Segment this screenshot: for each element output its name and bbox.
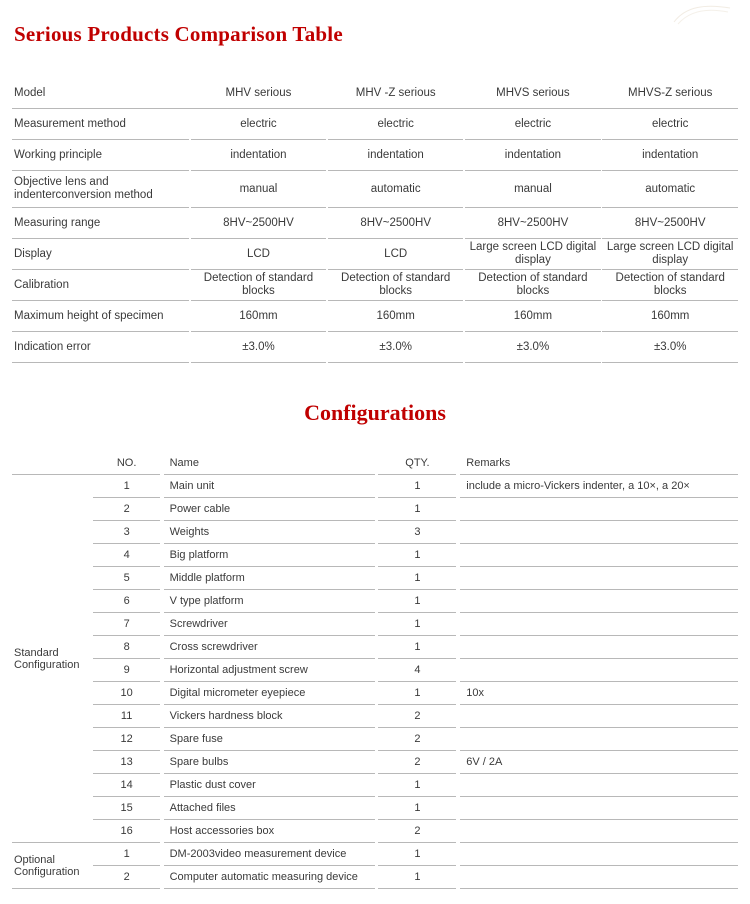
cell-qty: 2 [378,751,456,774]
cell-0-5: Detection of standard blocks [191,270,327,301]
cell-no: 16 [93,820,159,843]
cell-3-4: Large screen LCD digital display [602,239,738,270]
table-row [12,636,738,659]
cell-3-1: indentation [602,140,738,171]
cell-name: Spare bulbs [164,751,375,774]
cell-qty: 1 [378,682,456,705]
table-row [12,521,738,544]
cell-qty: 1 [378,475,456,498]
cell-remarks: 10x [460,682,738,705]
cell-name: Power cable [164,498,375,521]
table-row [12,109,738,140]
cell-name: Spare fuse [164,728,375,751]
table-row [12,332,738,363]
cell-qty: 1 [378,636,456,659]
cell-no: 6 [93,590,159,613]
cell-model-2: MHVS serious [465,78,601,109]
table-row [12,682,738,705]
cell-0-7: ±3.0% [191,332,327,363]
cell-name: Plastic dust cover [164,774,375,797]
cell-remarks [460,659,738,682]
cell-name: Cross screwdriver [164,636,375,659]
table-row [12,866,738,889]
cell-qty: 2 [378,728,456,751]
cell-qty: 1 [378,544,456,567]
cell-0-4: LCD [191,239,327,270]
table-row [12,544,738,567]
page-title-comparison: Serious Products Comparison Table [14,22,343,46]
cell-no: 12 [93,728,159,751]
header-group [12,452,93,475]
table-row [12,171,738,208]
cell-remarks [460,866,738,889]
table-row [12,728,738,751]
group-label-standard: Standard Configuration [12,475,93,843]
cell-qty: 2 [378,705,456,728]
cell-no: 4 [93,544,159,567]
table-row [12,613,738,636]
cell-remarks [460,774,738,797]
cell-3-2: automatic [602,171,738,208]
table-row [12,140,738,171]
cell-remarks [460,544,738,567]
cell-model-1: MHV -Z serious [328,78,464,109]
cell-1-5: Detection of standard blocks [328,270,464,301]
cell-1-6: 160mm [328,301,464,332]
cell-remarks [460,567,738,590]
row-label: Working principle [12,140,189,171]
page-title-configurations: Configurations [304,400,446,425]
cell-name: Vickers hardness block [164,705,375,728]
cell-qty: 1 [378,590,456,613]
table-row [12,820,738,843]
table-header-row [12,452,738,475]
cell-name: Weights [164,521,375,544]
cell-qty: 3 [378,521,456,544]
cell-1-2: automatic [328,171,464,208]
table-row [12,498,738,521]
cell-2-3: 8HV~2500HV [465,208,601,239]
cell-no: 10 [93,682,159,705]
cell-name: V type platform [164,590,375,613]
cell-2-6: 160mm [465,301,601,332]
cell-model-3: MHVS-Z serious [602,78,738,109]
table-row [12,774,738,797]
header-remarks: Remarks [460,452,738,475]
cell-name: Host accessories box [164,820,375,843]
cell-model-0: MHV serious [191,78,327,109]
cell-2-7: ±3.0% [465,332,601,363]
cell-0-2: manual [191,171,327,208]
cell-remarks: include a micro-Vickers indenter, a 10×, a 20× [460,475,738,498]
cell-1-4: LCD [328,239,464,270]
cell-name: Attached files [164,797,375,820]
cell-remarks [460,820,738,843]
cell-1-3: 8HV~2500HV [328,208,464,239]
row-label: Measuring range [12,208,189,239]
cell-no: 11 [93,705,159,728]
cell-0-6: 160mm [191,301,327,332]
cell-0-1: indentation [191,140,327,171]
cell-3-6: 160mm [602,301,738,332]
cell-0-3: 8HV~2500HV [191,208,327,239]
row-label: Measurement method [12,109,189,140]
cell-1-0: electric [328,109,464,140]
cell-remarks [460,728,738,751]
cell-remarks [460,636,738,659]
cell-3-5: Detection of standard blocks [602,270,738,301]
cell-no: 3 [93,521,159,544]
row-label: Maximum height of specimen [12,301,189,332]
cell-name: Big platform [164,544,375,567]
cell-remarks [460,521,738,544]
cell-qty: 2 [378,820,456,843]
table-row [12,590,738,613]
row-label: Objective lens and indenterconversion method [12,171,189,208]
cell-remarks [460,843,738,866]
cell-2-0: electric [465,109,601,140]
cell-no: 14 [93,774,159,797]
cell-qty: 4 [378,659,456,682]
cell-1-7: ±3.0% [328,332,464,363]
cell-name: Horizontal adjustment screw [164,659,375,682]
cell-2-2: manual [465,171,601,208]
row-label: Display [12,239,189,270]
cell-qty: 1 [378,498,456,521]
cell-name: DM-2003video measurement device [164,843,375,866]
table-row [12,797,738,820]
cell-qty: 1 [378,797,456,820]
cell-0-0: electric [191,109,327,140]
header-no: NO. [93,452,159,475]
cell-2-1: indentation [465,140,601,171]
cell-qty: 1 [378,843,456,866]
table-row [12,270,738,301]
cell-remarks: 6V / 2A [460,751,738,774]
table-row [12,659,738,682]
cell-remarks [460,705,738,728]
cell-qty: 1 [378,774,456,797]
cell-no: 15 [93,797,159,820]
cell-no: 1 [93,475,159,498]
cell-3-7: ±3.0% [602,332,738,363]
cell-no: 2 [93,498,159,521]
cell-no: 2 [93,866,159,889]
cell-no: 1 [93,843,159,866]
cell-qty: 1 [378,567,456,590]
cell-no: 9 [93,659,159,682]
cell-2-4: Large screen LCD digital display [465,239,601,270]
comparison-table [12,78,738,363]
table-row [12,239,738,270]
cell-3-3: 8HV~2500HV [602,208,738,239]
cell-qty: 1 [378,613,456,636]
table-row [12,78,738,109]
cell-name: Main unit [164,475,375,498]
cell-1-1: indentation [328,140,464,171]
cell-remarks [460,590,738,613]
table-row [12,475,738,498]
cell-no: 13 [93,751,159,774]
table-row [12,751,738,774]
cell-remarks [460,613,738,636]
table-row [12,301,738,332]
table-row [12,208,738,239]
table-row [12,567,738,590]
cell-remarks [460,797,738,820]
group-label-optional: Optional Configuration [12,843,93,889]
row-label: Calibration [12,270,189,301]
row-label: Indication error [12,332,189,363]
decorative-corner-mark [672,2,732,26]
cell-qty: 1 [378,866,456,889]
cell-remarks [460,498,738,521]
cell-2-5: Detection of standard blocks [465,270,601,301]
table-row [12,705,738,728]
cell-no: 8 [93,636,159,659]
cell-3-0: electric [602,109,738,140]
cell-name: Screwdriver [164,613,375,636]
cell-no: 7 [93,613,159,636]
row-label: Model [12,78,189,109]
configurations-table [12,452,738,889]
header-qty: QTY. [378,452,456,475]
cell-no: 5 [93,567,159,590]
cell-name: Digital micrometer eyepiece [164,682,375,705]
header-name: Name [164,452,375,475]
cell-name: Middle platform [164,567,375,590]
table-row [12,843,738,866]
cell-name: Computer automatic measuring device [164,866,375,889]
